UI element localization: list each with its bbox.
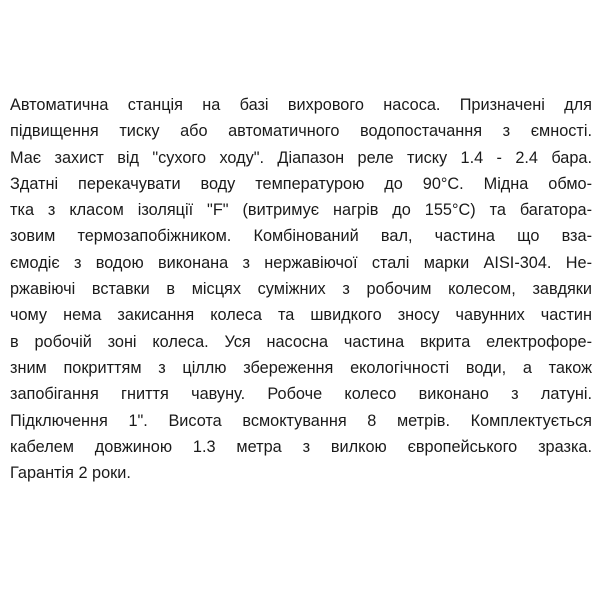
text-line: Гарантія 2 роки. xyxy=(10,464,131,483)
product-description xyxy=(10,92,592,486)
text-line: зним покриттям з ціллю збереження екологічності води, а також xyxy=(10,358,592,377)
text-line: ємодіє з водою виконана з нержавіючої сталі марки AISI-304. Не- xyxy=(10,253,592,272)
text-line: ржавіючі вставки в місцях суміжних з робочим колесом, завдяки xyxy=(10,280,592,299)
text-line: зовим термозапобіжником. Комбінований вал, частина що вза- xyxy=(10,227,592,246)
text-line: Підключення 1". Висота всмоктування 8 метрів. Комплектується xyxy=(10,411,592,430)
text-line: підвищення тиску або автоматичного водопостачання з ємності. xyxy=(10,122,592,141)
text-line: Автоматична станція на базі вихрового насоса. Призначені для xyxy=(10,96,592,114)
text-line: кабелем довжиною 1.3 метра з вилкою європейського зразка. xyxy=(10,437,592,456)
text-line: запобігання гниття чавуну. Робоче колесо виконано з латуні. xyxy=(10,385,592,404)
text-line: чому нема закисання колеса та швидкого зносу чавунних частин xyxy=(10,306,592,325)
text-line: в робочій зоні колеса. Уся насосна частина вкрита електрофоре- xyxy=(10,332,592,351)
text-line: Здатні перекачувати воду температурою до 90°C. Мідна обмо- xyxy=(10,174,592,193)
text-line: Має захист від "сухого ходу". Діапазон реле тиску 1.4 - 2.4 бара. xyxy=(10,148,592,167)
text-line: тка з класом ізоляції "F" (витримує нагрів до 155°C) та багатора- xyxy=(10,201,592,220)
